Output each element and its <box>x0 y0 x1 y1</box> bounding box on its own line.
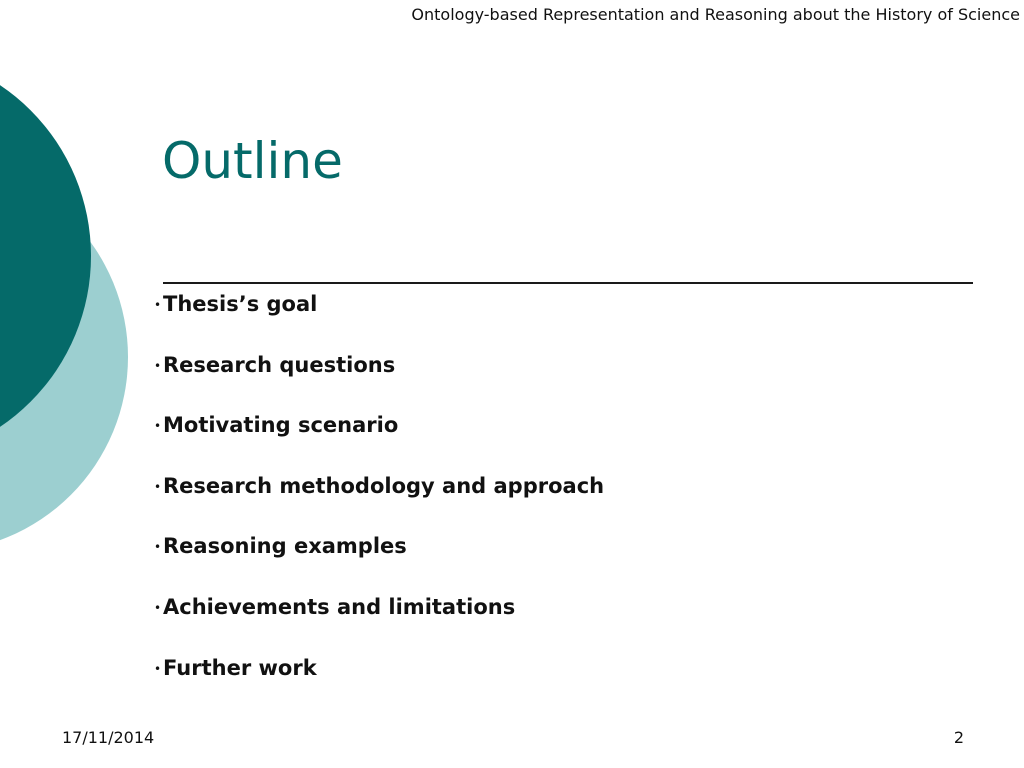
bullet-icon: • <box>154 661 162 676</box>
outline-item <box>154 410 604 471</box>
outline-item-label: Motivating scenario <box>163 413 399 438</box>
bullet-icon: • <box>154 479 162 494</box>
outline-item <box>154 531 604 592</box>
outline-item-label: Achievements and limitations <box>163 594 516 619</box>
outline-item <box>154 471 604 532</box>
bullet-icon: • <box>154 600 162 615</box>
slide-title: Outline <box>162 132 343 190</box>
bullet-icon: • <box>154 358 162 373</box>
presentation-title: Ontology-based Representation and Reasoning about the History of Science <box>411 5 1020 24</box>
outline-item <box>154 350 604 411</box>
outline-item-label: Research methodology and approach <box>163 473 605 498</box>
outline-item-label: Research questions <box>163 352 396 377</box>
bullet-icon: • <box>154 419 162 434</box>
outline-list <box>154 289 604 713</box>
page-number: 2 <box>953 728 964 747</box>
outline-item-label: Reasoning examples <box>163 534 407 559</box>
outline-item-label: Further work <box>163 655 317 680</box>
bullet-icon: • <box>154 540 162 555</box>
footer-date: 17/11/2014 <box>62 728 155 747</box>
bullet-icon: • <box>154 298 162 312</box>
outline-item <box>154 592 604 653</box>
title-divider <box>163 282 973 284</box>
outline-item-label: Thesis’s goal <box>163 292 318 316</box>
outline-item <box>154 653 604 714</box>
outline-item <box>154 289 604 350</box>
